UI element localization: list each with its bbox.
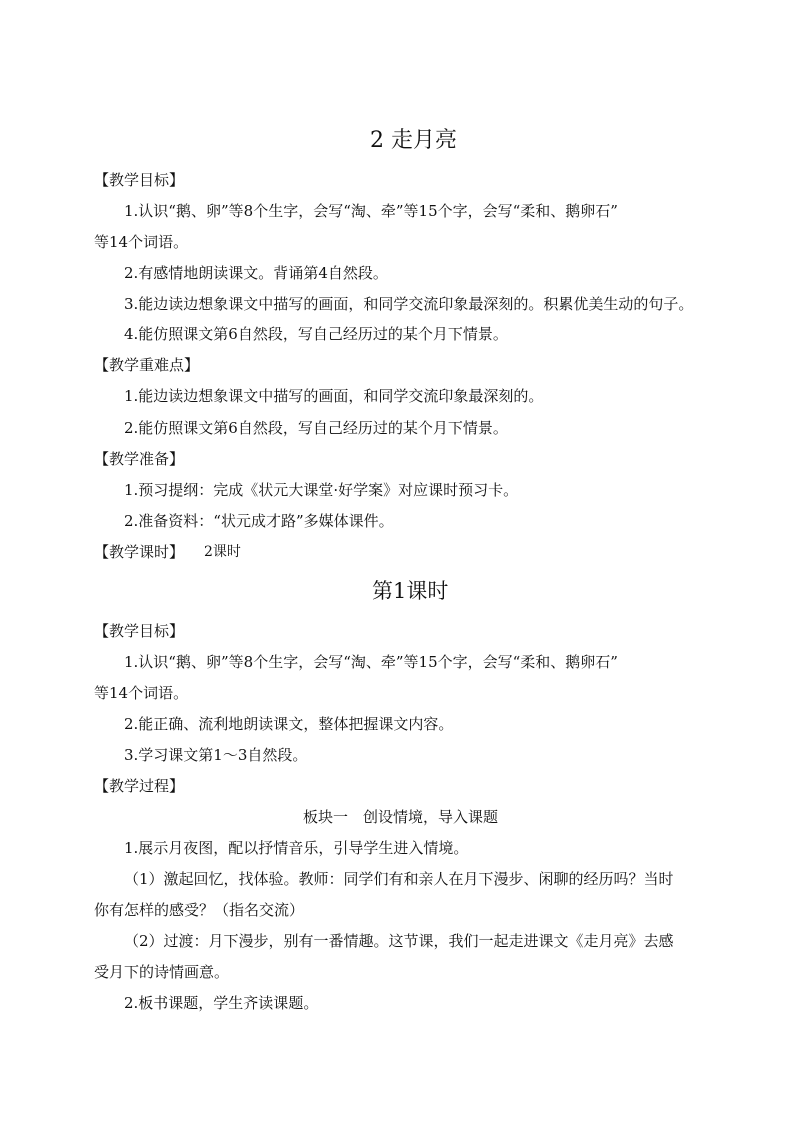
lesson1-goal-line: 等14个词语。	[94, 684, 189, 702]
goal-line: 4.能仿照课文第6自然段，写自己经历过的某个月下情景。	[124, 325, 508, 343]
section-heading-goals: 【教学目标】	[94, 171, 185, 189]
prep-line: 2.准备资料：“状元成才路”多媒体课件。	[124, 512, 394, 530]
process-line: （1）激起回忆，找体验。教师：同学们有和亲人在月下漫步、闲聊的经历吗？当时	[124, 870, 674, 888]
block-title: 板块一 创设情境，导入课题	[303, 808, 499, 826]
lesson-title: 2 走月亮	[370, 128, 457, 153]
section-heading-key-points: 【教学重难点】	[94, 356, 200, 374]
section-heading-process: 【教学过程】	[94, 777, 185, 795]
goal-line: 等14个词语。	[94, 233, 189, 251]
lesson1-goal-line: 2.能正确、流利地朗读课文，整体把握课文内容。	[124, 715, 454, 733]
process-line: （2）过渡：月下漫步，别有一番情趣。这节课，我们一起走进课文《走月亮》去感	[124, 932, 674, 950]
section-heading-prep: 【教学准备】	[94, 450, 185, 468]
lesson1-goal-line: 3.学习课文第1～3自然段。	[124, 746, 308, 764]
process-line: 2.板书课题，学生齐读课题。	[124, 994, 319, 1012]
process-line: 你有怎样的感受？（指名交流）	[94, 901, 305, 919]
section-heading-hours: 【教学课时】	[94, 543, 185, 561]
process-line: 受月下的诗情画意。	[94, 963, 230, 981]
lesson-1-title: 第1课时	[372, 579, 449, 603]
goal-line: 3.能边读边想象课文中描写的画面，和同学交流印象最深刻的。积累优美生动的句子。	[124, 295, 694, 313]
goal-line: 1.认识“鹅、卵”等8个生字，会写“淘、牵”等15个字，会写“柔和、鹅卵石”	[124, 202, 618, 220]
process-line: 1.展示月夜图，配以抒情音乐，引导学生进入情境。	[124, 839, 469, 857]
key-point-line: 2.能仿照课文第6自然段，写自己经历过的某个月下情景。	[124, 419, 508, 437]
section-heading-lesson1-goals: 【教学目标】	[94, 622, 185, 640]
key-point-line: 1.能边读边想象课文中描写的画面，和同学交流印象最深刻的。	[124, 387, 544, 405]
hours-value: 2课时	[204, 544, 241, 560]
lesson1-goal-line: 1.认识“鹅、卵”等8个生字，会写“淘、牵”等15个字，会写“柔和、鹅卵石”	[124, 653, 618, 671]
prep-line: 1.预习提纲：完成《状元大课堂·好学案》对应课时预习卡。	[124, 481, 519, 499]
goal-line: 2.有感情地朗读课文。背诵第4自然段。	[124, 264, 388, 282]
